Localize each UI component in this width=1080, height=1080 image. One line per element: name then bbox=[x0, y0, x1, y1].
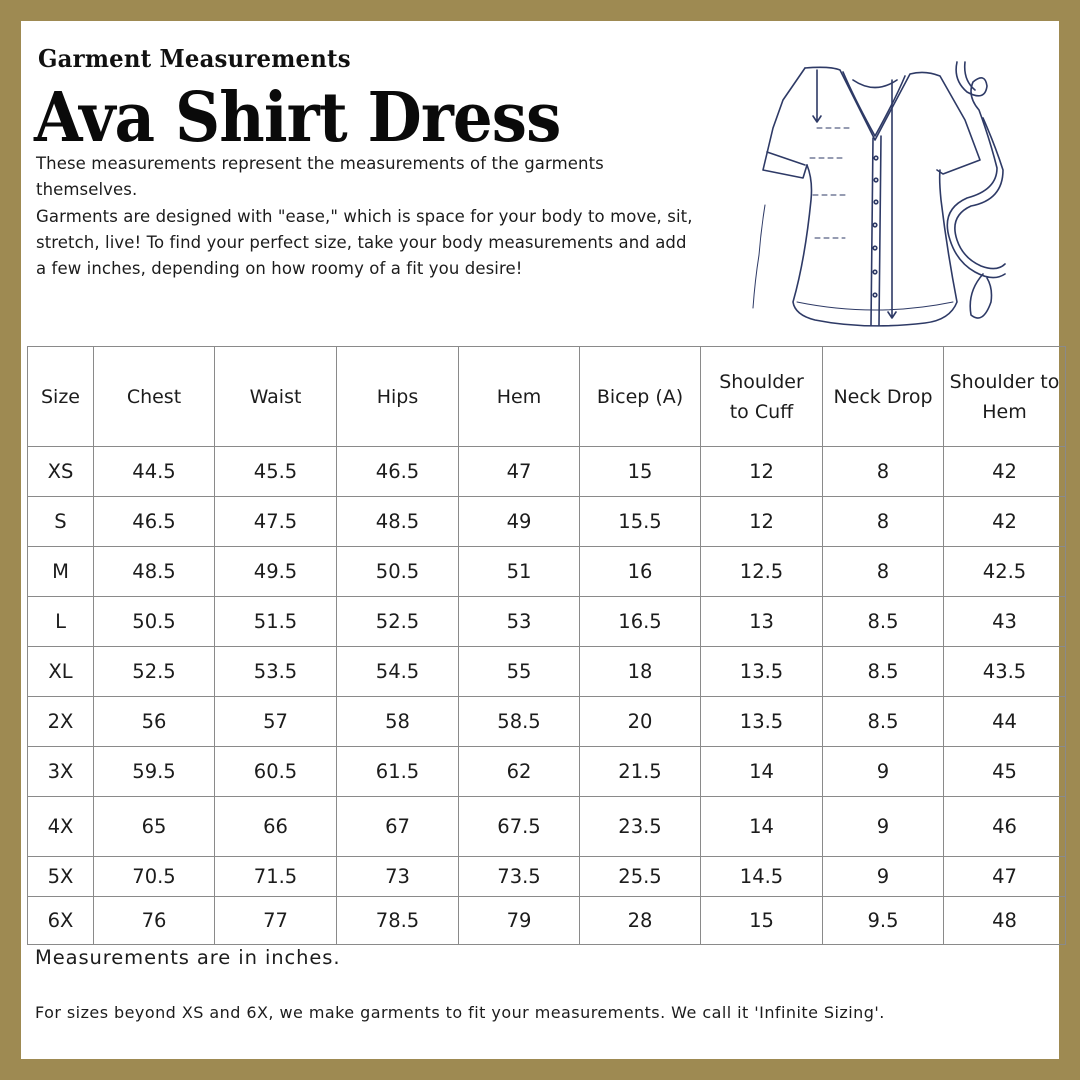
cell-bicep: 15.5 bbox=[580, 497, 701, 547]
cell-size: L bbox=[28, 597, 94, 647]
column-header-shoulder-to-cuff: Shoulder to Cuff bbox=[701, 347, 823, 447]
cell-bicep: 28 bbox=[580, 897, 701, 945]
cell-hips: 50.5 bbox=[337, 547, 459, 597]
cell-shoulder-to-cuff: 14 bbox=[701, 797, 823, 857]
cell-hips: 67 bbox=[337, 797, 459, 857]
cell-shoulder-to-hem: 45 bbox=[944, 747, 1066, 797]
cell-waist: 66 bbox=[215, 797, 337, 857]
cell-shoulder-to-cuff: 14 bbox=[701, 747, 823, 797]
dress-sketch-icon bbox=[735, 40, 1035, 330]
cell-neck-drop: 9 bbox=[823, 857, 944, 897]
cell-size: 5X bbox=[28, 857, 94, 897]
intro-paragraph-2: Garments are designed with "ease," which is space for your body to move, sit, stretch, live! To find your perfect size, take your body measurements and add a few inches, depending on how roomy of a fit you desire! bbox=[36, 206, 693, 279]
cell-size: 2X bbox=[28, 697, 94, 747]
cell-size: XS bbox=[28, 447, 94, 497]
column-header-hem: Hem bbox=[459, 347, 580, 447]
cell-waist: 77 bbox=[215, 897, 337, 945]
cell-hips: 48.5 bbox=[337, 497, 459, 547]
column-header-neck-drop: Neck Drop bbox=[823, 347, 944, 447]
cell-waist: 45.5 bbox=[215, 447, 337, 497]
units-note: Measurements are in inches. bbox=[35, 946, 341, 969]
cell-hips: 54.5 bbox=[337, 647, 459, 697]
cell-chest: 70.5 bbox=[94, 857, 215, 897]
cell-hips: 52.5 bbox=[337, 597, 459, 647]
cell-hips: 46.5 bbox=[337, 447, 459, 497]
cell-shoulder-to-hem: 46 bbox=[944, 797, 1066, 857]
cell-size: 4X bbox=[28, 797, 94, 857]
cell-shoulder-to-cuff: 13.5 bbox=[701, 697, 823, 747]
cell-shoulder-to-hem: 43 bbox=[944, 597, 1066, 647]
cell-chest: 44.5 bbox=[94, 447, 215, 497]
cell-chest: 50.5 bbox=[94, 597, 215, 647]
cell-waist: 53.5 bbox=[215, 647, 337, 697]
cell-size: 3X bbox=[28, 747, 94, 797]
cell-neck-drop: 8.5 bbox=[823, 647, 944, 697]
cell-size: 6X bbox=[28, 897, 94, 945]
cell-shoulder-to-hem: 42 bbox=[944, 497, 1066, 547]
cell-shoulder-to-cuff: 14.5 bbox=[701, 857, 823, 897]
table-row bbox=[28, 497, 1066, 547]
cell-hips: 78.5 bbox=[337, 897, 459, 945]
cell-hem: 49 bbox=[459, 497, 580, 547]
page-title: Ava Shirt Dress bbox=[34, 78, 561, 158]
cell-chest: 76 bbox=[94, 897, 215, 945]
cell-hem: 58.5 bbox=[459, 697, 580, 747]
cell-chest: 46.5 bbox=[94, 497, 215, 547]
cell-shoulder-to-cuff: 12 bbox=[701, 497, 823, 547]
cell-bicep: 16.5 bbox=[580, 597, 701, 647]
cell-shoulder-to-cuff: 12.5 bbox=[701, 547, 823, 597]
table-row bbox=[28, 447, 1066, 497]
column-header-shoulder-to-hem: Shoulder to Hem bbox=[944, 347, 1066, 447]
column-header-chest: Chest bbox=[94, 347, 215, 447]
table-row bbox=[28, 597, 1066, 647]
cell-shoulder-to-cuff: 13.5 bbox=[701, 647, 823, 697]
cell-neck-drop: 8.5 bbox=[823, 697, 944, 747]
cell-hips: 61.5 bbox=[337, 747, 459, 797]
cell-chest: 52.5 bbox=[94, 647, 215, 697]
cell-neck-drop: 8 bbox=[823, 547, 944, 597]
cell-waist: 49.5 bbox=[215, 547, 337, 597]
cell-hips: 73 bbox=[337, 857, 459, 897]
cell-shoulder-to-cuff: 15 bbox=[701, 897, 823, 945]
cell-hem: 51 bbox=[459, 547, 580, 597]
section-subtitle: Garment Measurements bbox=[38, 44, 351, 73]
cell-neck-drop: 8 bbox=[823, 447, 944, 497]
cell-hem: 47 bbox=[459, 447, 580, 497]
cell-waist: 51.5 bbox=[215, 597, 337, 647]
column-header-waist: Waist bbox=[215, 347, 337, 447]
cell-bicep: 21.5 bbox=[580, 747, 701, 797]
cell-size: M bbox=[28, 547, 94, 597]
cell-chest: 59.5 bbox=[94, 747, 215, 797]
cell-shoulder-to-cuff: 12 bbox=[701, 447, 823, 497]
table-row bbox=[28, 797, 1066, 857]
cell-hem: 53 bbox=[459, 597, 580, 647]
cell-neck-drop: 9.5 bbox=[823, 897, 944, 945]
cell-neck-drop: 9 bbox=[823, 797, 944, 857]
table-row bbox=[28, 647, 1066, 697]
table-header-row bbox=[28, 347, 1066, 447]
cell-shoulder-to-hem: 47 bbox=[944, 857, 1066, 897]
cell-size: XL bbox=[28, 647, 94, 697]
cell-neck-drop: 8 bbox=[823, 497, 944, 547]
cell-waist: 57 bbox=[215, 697, 337, 747]
cell-shoulder-to-hem: 43.5 bbox=[944, 647, 1066, 697]
cell-shoulder-to-hem: 42.5 bbox=[944, 547, 1066, 597]
cell-hem: 67.5 bbox=[459, 797, 580, 857]
cell-bicep: 25.5 bbox=[580, 857, 701, 897]
table-row bbox=[28, 547, 1066, 597]
cell-neck-drop: 8.5 bbox=[823, 597, 944, 647]
cell-shoulder-to-cuff: 13 bbox=[701, 597, 823, 647]
column-header-size: Size bbox=[28, 347, 94, 447]
cell-neck-drop: 9 bbox=[823, 747, 944, 797]
cell-size: S bbox=[28, 497, 94, 547]
cell-chest: 56 bbox=[94, 697, 215, 747]
column-header-hips: Hips bbox=[337, 347, 459, 447]
table-row bbox=[28, 697, 1066, 747]
cell-hem: 62 bbox=[459, 747, 580, 797]
column-header-bicep: Bicep (A) bbox=[580, 347, 701, 447]
table-row bbox=[28, 897, 1066, 945]
cell-bicep: 23.5 bbox=[580, 797, 701, 857]
cell-chest: 48.5 bbox=[94, 547, 215, 597]
cell-bicep: 20 bbox=[580, 697, 701, 747]
cell-hem: 79 bbox=[459, 897, 580, 945]
cell-waist: 60.5 bbox=[215, 747, 337, 797]
cell-waist: 71.5 bbox=[215, 857, 337, 897]
table-row bbox=[28, 857, 1066, 897]
cell-bicep: 18 bbox=[580, 647, 701, 697]
cell-shoulder-to-hem: 44 bbox=[944, 697, 1066, 747]
cell-bicep: 15 bbox=[580, 447, 701, 497]
cell-shoulder-to-hem: 48 bbox=[944, 897, 1066, 945]
cell-hem: 73.5 bbox=[459, 857, 580, 897]
table-row bbox=[28, 747, 1066, 797]
intro-paragraph-1: These measurements represent the measurements of the garments themselves. bbox=[36, 154, 604, 200]
measurements-table bbox=[27, 346, 1066, 945]
intro-text bbox=[36, 151, 696, 282]
cell-shoulder-to-hem: 42 bbox=[944, 447, 1066, 497]
cell-hips: 58 bbox=[337, 697, 459, 747]
cell-bicep: 16 bbox=[580, 547, 701, 597]
cell-waist: 47.5 bbox=[215, 497, 337, 547]
cell-chest: 65 bbox=[94, 797, 215, 857]
infinite-sizing-note: For sizes beyond XS and 6X, we make garments to fit your measurements. We call it 'Infinite Sizing'. bbox=[35, 1003, 885, 1022]
cell-hem: 55 bbox=[459, 647, 580, 697]
